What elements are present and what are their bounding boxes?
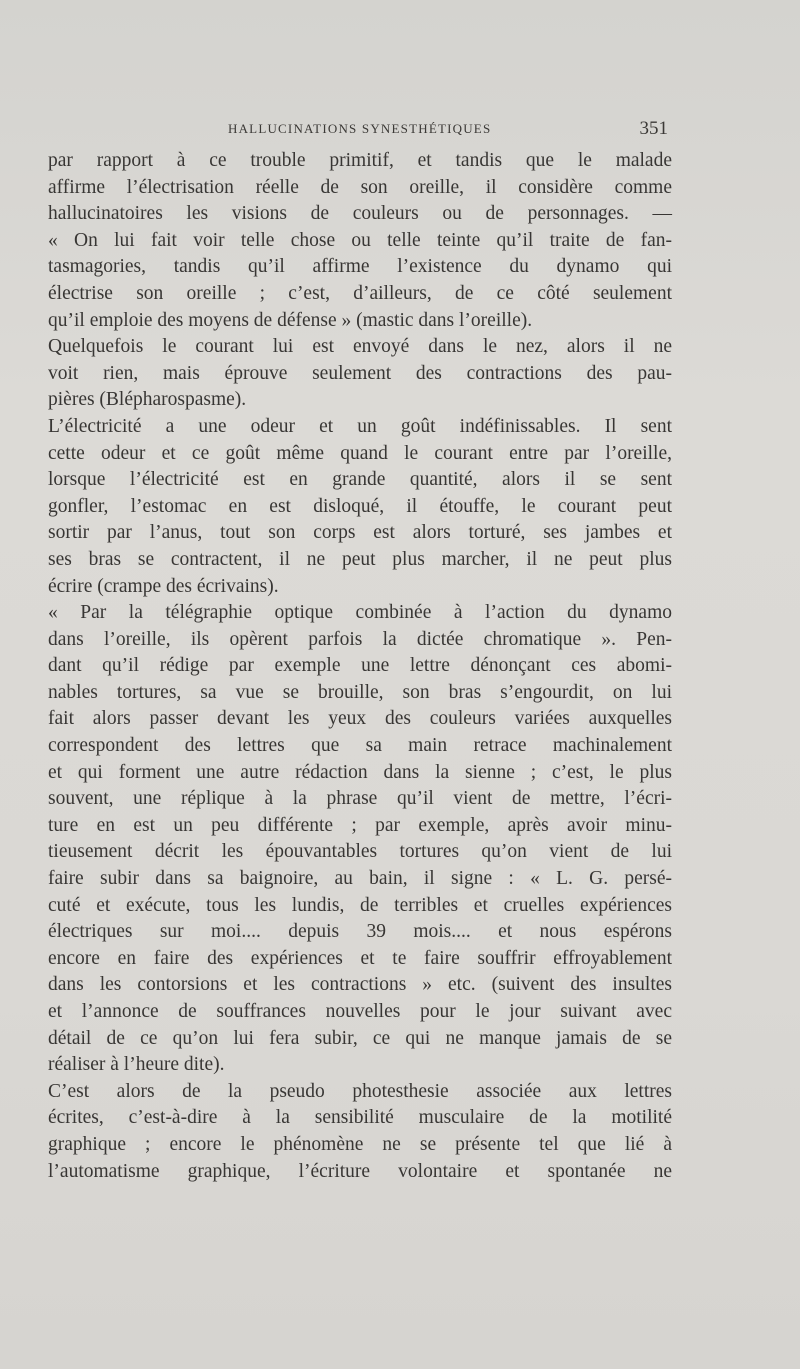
text-line: et l’annonce de souffrances nouvelles pour le jour suivant avec — [48, 1001, 672, 1022]
text-line: dans les contorsions et les contractions » etc. (suivent des insultes — [48, 974, 672, 996]
text-line: ses bras se contractent, il ne peut plus marcher, il ne peut plus — [48, 548, 672, 570]
text-line: détail de ce qu’on lui fera subir, ce qui ne manque jamais de se — [48, 1027, 672, 1049]
text-line: gonfler, l’estomac en est disloqué, il étouffe, le courant peut — [48, 495, 672, 517]
text-line: réaliser à l’heure dite). — [48, 1054, 225, 1076]
text-line: cette odeur et ce goût même quand le courant entre par l’oreille, — [48, 442, 672, 464]
text-line: nables tortures, sa vue se brouille, son bras s’engourdit, on lui — [48, 681, 672, 703]
text-line: C’est alors de la pseudo photesthesie associée aux lettres — [48, 1080, 672, 1102]
text-line: « Par la télégraphie optique combinée à l’action du dynamo — [48, 602, 672, 624]
text-line: sortir par l’anus, tout son corps est alors torturé, ses jambes et — [48, 522, 672, 544]
text-line: tieusement décrit les épouvantables tortures qu’on vient de lui — [48, 841, 672, 863]
text-line: correspondent des lettres que sa main retrace machinalement — [48, 735, 672, 757]
text-line: Quelquefois le courant lui est envoyé dans le nez, alors il ne — [48, 336, 672, 358]
text-line: par rapport à ce trouble primitif, et tandis que le malade — [48, 150, 672, 171]
text-line: qu’il emploie des moyens de défense » (mastic dans l’oreille). — [48, 309, 533, 331]
text-line: ture en est un peu différente ; par exemple, après avoir minu- — [48, 814, 672, 836]
text-line: électrise son oreille ; c’est, d’ailleurs, de ce côté seulement — [48, 282, 672, 304]
text-line: électriques sur moi.... depuis 39 mois.... et nous espérons — [48, 921, 672, 943]
text-line: affirme l’électrisation réelle de son oreille, il considère comme — [48, 176, 672, 198]
page-header — [228, 118, 668, 141]
text-line: écrites, c’est-à-dire à la sensibilité musculaire de la motilité — [48, 1107, 672, 1129]
text-line: et qui forment une autre rédaction dans la sienne ; c’est, le plus — [48, 761, 672, 783]
text-line: L’électricité a une odeur et un goût indéfinissables. Il sent — [48, 415, 672, 437]
page-number: 351 — [639, 118, 668, 139]
text-line: lorsque l’électricité est en grande quantité, alors il se sent — [48, 469, 672, 491]
text-line: fait alors passer devant les yeux des couleurs variées auxquelles — [48, 708, 672, 730]
body-text — [48, 148, 672, 1185]
text-line: faire subir dans sa baignoire, au bain, il signe : « L. G. persé- — [48, 868, 672, 890]
text-line: l’automatisme graphique, l’écriture volontaire et spontanée ne — [48, 1160, 672, 1182]
text-line: dant qu’il rédige par exemple une lettre dénonçant ces abomi- — [48, 655, 672, 677]
text-line: hallucinatoires les visions de couleurs ou de personnages. — — [48, 203, 672, 225]
text-line: cuté et exécute, tous les lundis, de terribles et cruelles expériences — [48, 894, 672, 916]
running-title: HALLUCINATIONS SYNESTHÉTIQUES — [228, 121, 492, 136]
text-line: tasmagories, tandis qu’il affirme l’existence du dynamo qui — [48, 256, 672, 278]
text-line: souvent, une réplique à la phrase qu’il vient de mettre, l’écri- — [48, 788, 672, 810]
text-line: pières (Blépharospasme). — [48, 389, 247, 411]
text-line: « On lui fait voir telle chose ou telle teinte qu’il traite de fan- — [48, 229, 672, 251]
text-line: dans l’oreille, ils opèrent parfois la dictée chromatique ». Pen- — [48, 628, 672, 650]
text-line: écrire (crampe des écrivains). — [48, 575, 279, 597]
text-line: encore en faire des expériences et te faire souffrir effroyablement — [48, 947, 672, 969]
text-line: graphique ; encore le phénomène ne se présente tel que lié à — [48, 1133, 672, 1155]
text-line: voit rien, mais éprouve seulement des contractions des pau- — [48, 362, 672, 384]
